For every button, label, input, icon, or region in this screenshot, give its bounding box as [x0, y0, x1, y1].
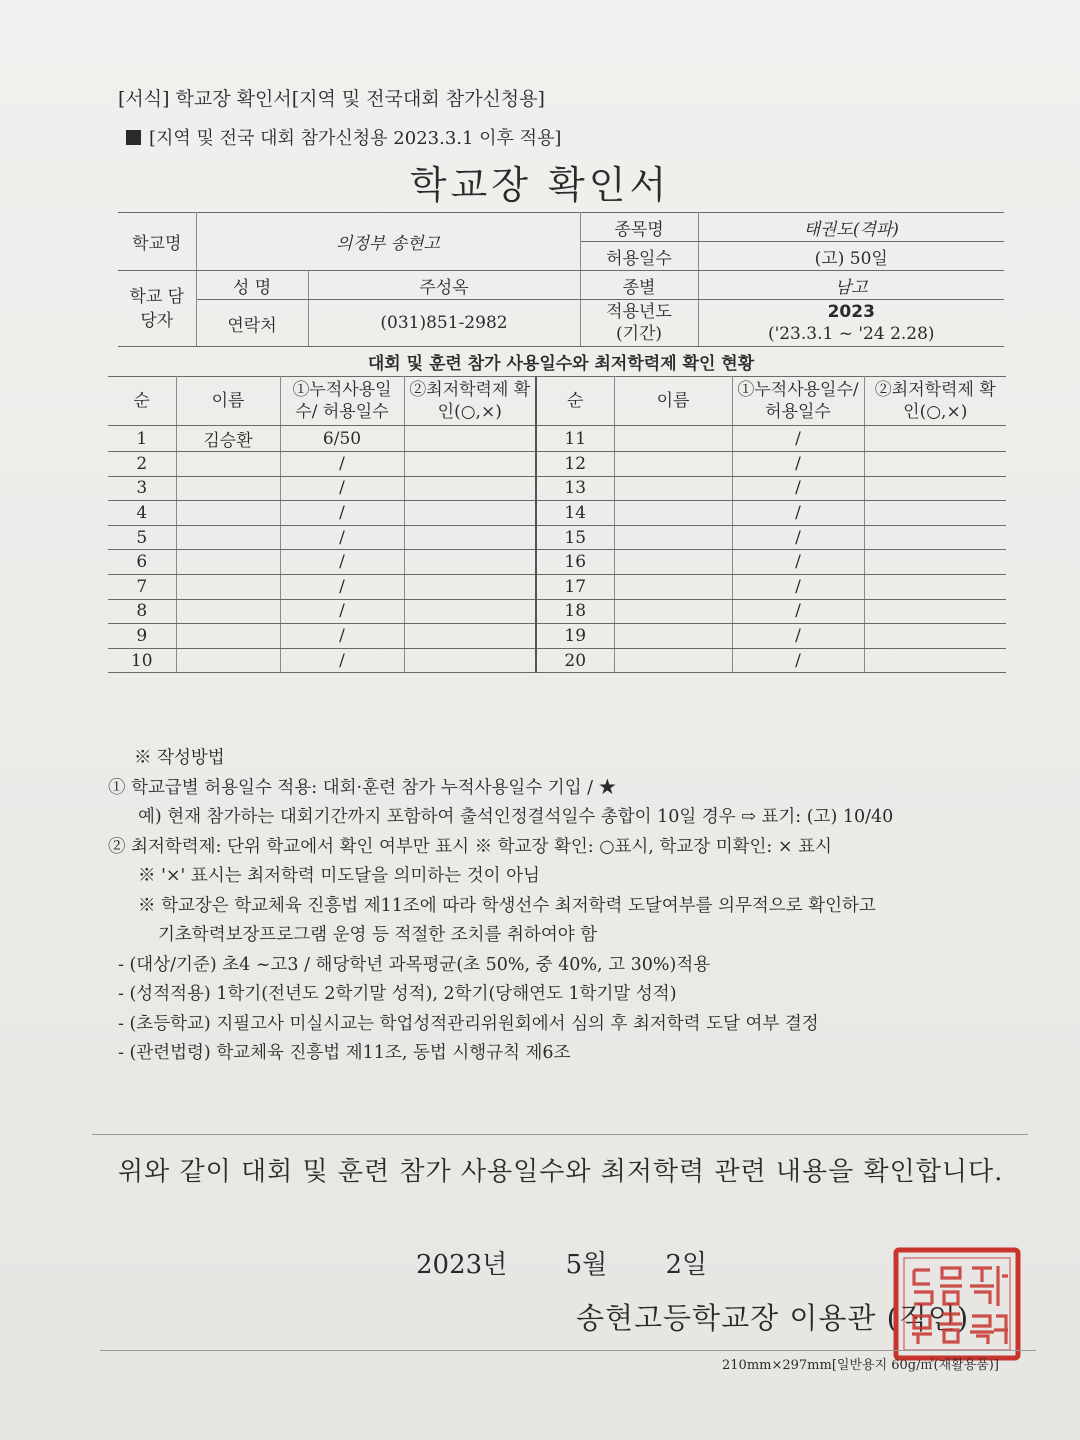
event-value: 태권도(격파): [698, 213, 1004, 242]
school-seal-stamp: [892, 1246, 1022, 1362]
header-no-left: 순: [108, 377, 176, 426]
academic-check-left: [404, 648, 536, 673]
used-days-left: /: [280, 599, 404, 624]
student-name-right: [614, 624, 732, 649]
status-row: [108, 648, 1006, 673]
used-days-right: /: [732, 452, 864, 477]
seal-glyphs: [912, 1266, 1008, 1344]
name-label: 성 명: [196, 271, 308, 300]
row-number-right: 14: [536, 501, 614, 526]
manager-name-value: 주성옥: [308, 271, 580, 300]
issue-date: [416, 1244, 707, 1281]
form-label: [서식] 학교장 확인서[지역 및 전국대회 참가신청용]: [118, 88, 545, 110]
used-days-right: /: [732, 426, 864, 452]
used-days-right: /: [732, 476, 864, 501]
used-days-left: /: [280, 501, 404, 526]
used-days-right: /: [732, 599, 864, 624]
category-value: 남고: [698, 271, 1004, 300]
manager-label: 학교 담당자: [118, 271, 196, 347]
note-item-2-note-2-cont: 기초학력보장프로그램 운영 등 적절한 조치를 취하여야 함: [158, 925, 598, 945]
note-item-2: ② 최저학력제: 단위 학교에서 확인 여부만 표시 ※ 학교장 확인: ○표시, 학교장 미확인: × 표시: [108, 836, 832, 857]
student-name-left: [176, 624, 280, 649]
used-days-left: /: [280, 624, 404, 649]
academic-check-left: [404, 501, 536, 526]
student-name-right: [614, 452, 732, 477]
student-name-left: [176, 452, 280, 477]
allowed-days-label: 허용일수: [580, 242, 698, 271]
row-number-left: 6: [108, 550, 176, 575]
row-number-left: 2: [108, 452, 176, 477]
scope-label: [126, 124, 561, 150]
status-header-row: [108, 377, 1006, 426]
student-name-right: [614, 525, 732, 550]
status-row: [108, 501, 1006, 526]
status-title: 대회 및 훈련 참가 사용일수와 최저학력제 확인 현황: [367, 354, 755, 374]
student-name-right: [614, 476, 732, 501]
student-name-left: [176, 476, 280, 501]
row-number-right: 12: [536, 452, 614, 477]
academic-check-right: [864, 648, 1006, 673]
period-value: ('23.3.1 ~ '24 2.28): [767, 324, 935, 344]
row-number-right: 19: [536, 624, 614, 649]
used-days-left: /: [280, 476, 404, 501]
used-days-left: /: [280, 574, 404, 599]
separator-line: [92, 1134, 1028, 1135]
used-days-right: /: [732, 550, 864, 575]
paper-spec: 210mm×297mm[일반용지 60g/㎡(재활용품)]: [722, 1358, 999, 1373]
row-number-left: 3: [108, 476, 176, 501]
status-row: [108, 525, 1006, 550]
status-row: [108, 624, 1006, 649]
academic-check-right: [864, 476, 1006, 501]
note-dash-1: - (대상/기준) 초4 ~고3 / 해당학년 과목평균(초 50%, 중 40%, 고 30%)적용: [118, 954, 711, 975]
header-no-right: 순: [536, 377, 614, 426]
scope-text: [지역 및 전국 대회 참가신청용 2023.3.1 이후 적용]: [149, 128, 562, 149]
year-label: 적용년도 (기간): [580, 300, 698, 347]
contact-value: (031)851-2982: [308, 300, 580, 347]
used-days-right: /: [732, 525, 864, 550]
row-number-right: 16: [536, 550, 614, 575]
contact-label: 연락처: [196, 300, 308, 347]
event-label: 종목명: [580, 213, 698, 242]
student-name-right: [614, 648, 732, 673]
status-row: [108, 476, 1006, 501]
black-square-icon: [126, 130, 141, 145]
student-name-left: [176, 525, 280, 550]
row-number-right: 15: [536, 525, 614, 550]
header-days-right: ①누적사용일수/ 허용일수: [732, 377, 864, 426]
info-table: [118, 212, 1004, 347]
used-days-left: /: [280, 452, 404, 477]
academic-check-left: [404, 574, 536, 599]
bottom-line: [100, 1350, 1036, 1351]
used-days-right: /: [732, 648, 864, 673]
used-days-right: /: [732, 574, 864, 599]
note-item-1: ① 학교급별 허용일수 적용: 대회·훈련 참가 누적사용일수 기입 / ★: [108, 777, 617, 798]
academic-check-right: [864, 501, 1006, 526]
row-number-left: 5: [108, 525, 176, 550]
note-dash-3: - (초등학교) 지필고사 미실시교는 학업성적관리위원회에서 심의 후 최저학력 도달 여부 결정: [118, 1013, 819, 1034]
row-number-right: 11: [536, 426, 614, 452]
status-row: [108, 550, 1006, 575]
student-name-left: [176, 550, 280, 575]
date-year: 2023년: [416, 1250, 508, 1280]
note-dash-2: - (성적적용) 1학기(전년도 2학기말 성적), 2학기(당해연도 1학기말 성적): [118, 984, 677, 1004]
principal-name: 송현고등학교장 이용관 (직인): [576, 1301, 970, 1335]
academic-check-right: [864, 624, 1006, 649]
academic-check-left: [404, 550, 536, 575]
student-name-left: [176, 501, 280, 526]
academic-check-right: [864, 574, 1006, 599]
used-days-left: 6/50: [280, 426, 404, 452]
note-item-2-note-1: ※ '×' 표시는 최저학력 미도달을 의미하는 것이 아님: [138, 866, 540, 886]
student-name-right: [614, 599, 732, 624]
row-number-right: 17: [536, 574, 614, 599]
academic-check-right: [864, 599, 1006, 624]
row-number-left: 10: [108, 648, 176, 673]
status-table: [108, 376, 1006, 673]
instructions: [108, 744, 893, 1069]
academic-check-right: [864, 452, 1006, 477]
used-days-right: /: [732, 624, 864, 649]
header-check-left: ②최저학력제 확인(○,×): [404, 377, 536, 426]
row-number-left: 7: [108, 574, 176, 599]
student-name-right: [614, 574, 732, 599]
used-days-left: /: [280, 525, 404, 550]
row-number-left: 1: [108, 426, 176, 452]
header-name-right: 이름: [614, 377, 732, 426]
used-days-left: /: [280, 550, 404, 575]
date-month: 5월: [565, 1250, 608, 1280]
academic-check-left: [404, 476, 536, 501]
academic-check-left: [404, 624, 536, 649]
student-name-right: [614, 501, 732, 526]
status-row: [108, 599, 1006, 624]
academic-check-left: [404, 426, 536, 452]
student-name-right: [614, 426, 732, 452]
academic-check-right: [864, 525, 1006, 550]
status-row: [108, 426, 1006, 452]
allowed-days-value: (고) 50일: [698, 242, 1004, 271]
academic-check-left: [404, 452, 536, 477]
school-name-label: 학교명: [118, 213, 196, 271]
category-label: 종별: [580, 271, 698, 300]
row-number-left: 4: [108, 501, 176, 526]
school-name-value: 의정부 송현고: [196, 213, 580, 271]
document-title: 학교장 확인서: [409, 163, 671, 207]
header-name-left: 이름: [176, 377, 280, 426]
year-cell: [698, 300, 1004, 347]
status-row: [108, 452, 1006, 477]
year-value: 2023: [827, 302, 875, 322]
date-day: 2일: [665, 1250, 708, 1280]
notes-heading: ※ 작성방법: [134, 748, 225, 768]
confirmation-text: 위와 같이 대회 및 훈련 참가 사용일수와 최저학력 관련 내용을 확인합니다.: [118, 1157, 1004, 1187]
academic-check-right: [864, 426, 1006, 452]
header-days-left: ①누적사용일수/ 허용일수: [280, 377, 404, 426]
student-name-left: [176, 648, 280, 673]
academic-check-right: [864, 550, 1006, 575]
student-name-left: 김승환: [176, 426, 280, 452]
used-days-left: /: [280, 648, 404, 673]
note-item-2-note-2: ※ 학교장은 학교체육 진흥법 제11조에 따라 학생선수 최저학력 도달여부를 의무적으로 확인하고: [138, 895, 876, 916]
row-number-right: 18: [536, 599, 614, 624]
row-number-left: 9: [108, 624, 176, 649]
note-item-1-example: 예) 현재 참가하는 대회기간까지 포함하여 출석인정결석일수 총합이 10일 경우 ⇨ 표기: (고) 10/40: [138, 807, 894, 827]
student-name-right: [614, 550, 732, 575]
academic-check-left: [404, 599, 536, 624]
used-days-right: /: [732, 501, 864, 526]
academic-check-left: [404, 525, 536, 550]
row-number-right: 20: [536, 648, 614, 673]
row-number-right: 13: [536, 476, 614, 501]
row-number-left: 8: [108, 599, 176, 624]
header-check-right: ②최저학력제 확인(○,×): [864, 377, 1006, 426]
status-row: [108, 574, 1006, 599]
note-dash-4: - (관련법령) 학교체육 진흥법 제11조, 동법 시행규칙 제6조: [118, 1043, 571, 1063]
student-name-left: [176, 599, 280, 624]
student-name-left: [176, 574, 280, 599]
